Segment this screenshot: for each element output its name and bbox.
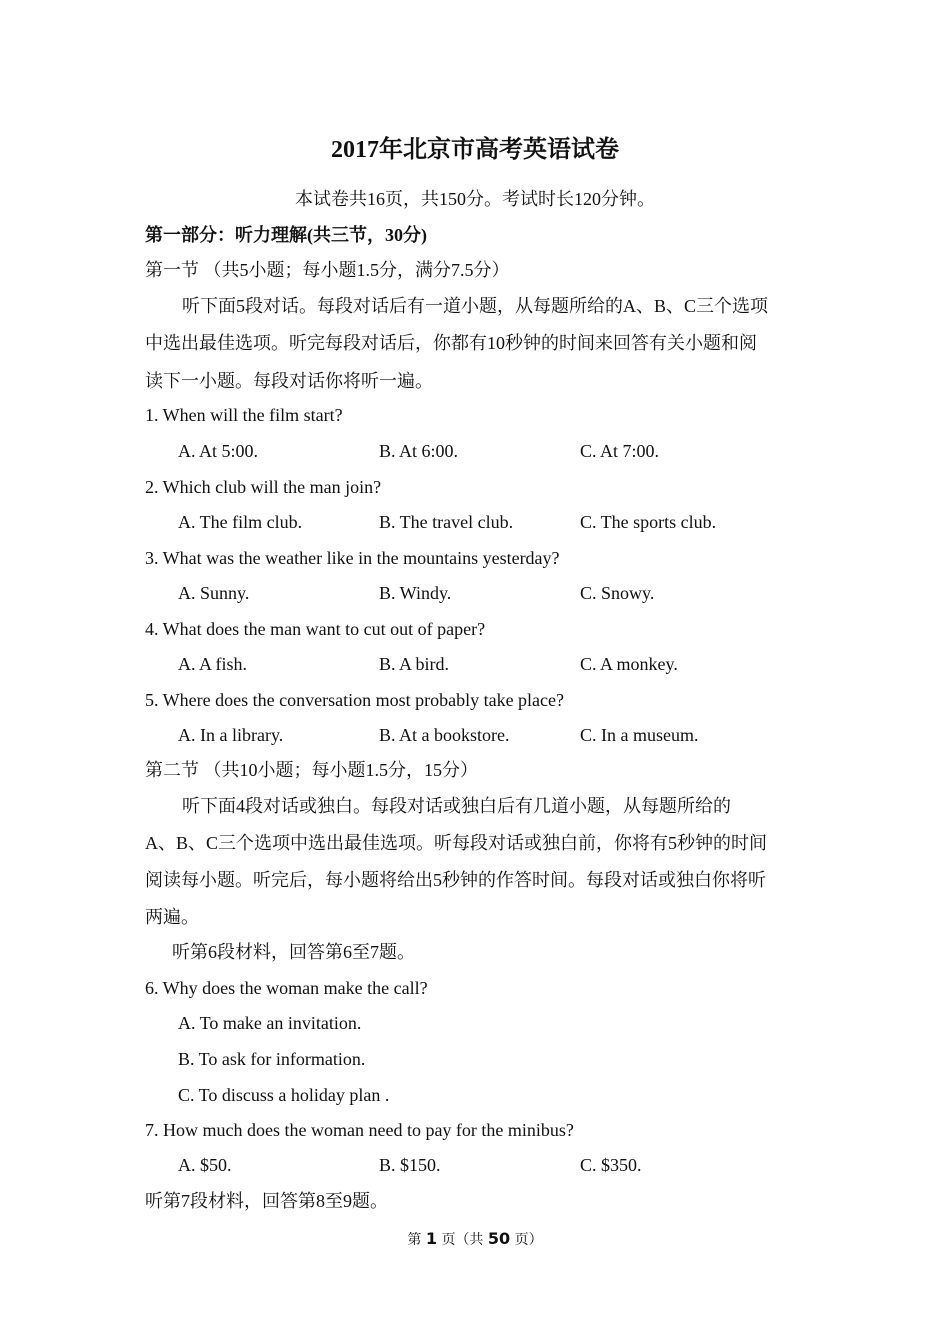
material-6-note: 听第6段材料，回答第6至7题。	[172, 942, 415, 962]
footer-middle: 页（共	[441, 1232, 484, 1248]
question-2-option-b: B. The travel club.	[379, 512, 514, 532]
question-2-option-c: C. The sports club.	[580, 512, 717, 532]
question-7: 7. How much does the woman need to pay for the minibus?	[145, 1120, 574, 1140]
page-footer	[0, 1228, 950, 1251]
question-3-option-b: B. Windy.	[379, 583, 452, 603]
question-1-option-c: C. At 7:00.	[580, 441, 660, 461]
section1-heading: 第一节 （共5小题；每小题1.5分，满分7.5分）	[145, 260, 510, 280]
part1-heading: 第一部分：听力理解(共三节，30分)	[145, 225, 427, 245]
question-4-option-a: A. A fish.	[178, 654, 248, 674]
footer-suffix: 页）	[514, 1232, 543, 1248]
section1-instruction-line: 读下一小题。每段对话你将听一遍。	[145, 371, 433, 391]
section1-instruction-line: 中选出最佳选项。听完每段对话后，你都有10秒钟的时间来回答有关小题和阅	[145, 333, 757, 353]
question-4-option-c: C. A monkey.	[580, 654, 678, 674]
section2-heading: 第二节 （共10小题；每小题1.5分，15分）	[145, 760, 478, 780]
section1-instruction-line: 听下面5段对话。每段对话后有一道小题，从每题所给的A、B、C三个选项	[182, 296, 769, 316]
question-4: 4. What does the man want to cut out of paper?	[145, 619, 486, 639]
question-1-option-b: B. At 6:00.	[379, 441, 459, 461]
page-number: 1	[425, 1229, 437, 1248]
question-3: 3. What was the weather like in the mountains yesterday?	[145, 548, 560, 568]
section2-instruction-line: 听下面4段对话或独白。每段对话或独白后有几道小题，从每题所给的	[182, 796, 731, 816]
question-6: 6. Why does the woman make the call?	[145, 978, 428, 998]
footer-prefix: 第	[407, 1232, 422, 1248]
question-3-option-a: A. Sunny.	[178, 583, 250, 603]
question-2: 2. Which club will the man join?	[145, 477, 382, 497]
question-7-option-c: C. $350.	[580, 1155, 642, 1175]
question-6-option-b: B. To ask for information.	[178, 1049, 366, 1069]
section2-instruction-line: 两遍。	[145, 907, 199, 927]
question-7-option-b: B. $150.	[379, 1155, 441, 1175]
question-7-option-a: A. $50.	[178, 1155, 232, 1175]
question-5-option-b: B. At a bookstore.	[379, 725, 510, 745]
question-2-option-a: A. The film club.	[178, 512, 303, 532]
section2-instruction-line: A、B、C三个选项中选出最佳选项。听每段对话或独白前，你将有5秒钟的时间	[145, 833, 768, 853]
question-5-option-a: A. In a library.	[178, 725, 284, 745]
question-1: 1. When will the film start?	[145, 405, 343, 425]
question-4-option-b: B. A bird.	[379, 654, 450, 674]
question-6-option-a: A. To make an invitation.	[178, 1013, 362, 1033]
question-5: 5. Where does the conversation most probably take place?	[145, 690, 565, 710]
material-7-note: 听第7段材料，回答第8至9题。	[145, 1191, 388, 1211]
section2-instruction-line: 阅读每小题。听完后，每小题将给出5秒钟的作答时间。每段对话或独白你将听	[145, 870, 766, 890]
question-3-option-c: C. Snowy.	[580, 583, 655, 603]
question-5-option-c: C. In a museum.	[580, 725, 699, 745]
page-title: 2017年北京市高考英语试卷	[331, 137, 619, 163]
total-pages: 50	[487, 1229, 511, 1248]
exam-info: 本试卷共16页，共150分。考试时长120分钟。	[295, 189, 655, 209]
question-1-option-a: A. At 5:00.	[178, 441, 259, 461]
question-6-option-c: C. To discuss a holiday plan .	[178, 1085, 390, 1105]
